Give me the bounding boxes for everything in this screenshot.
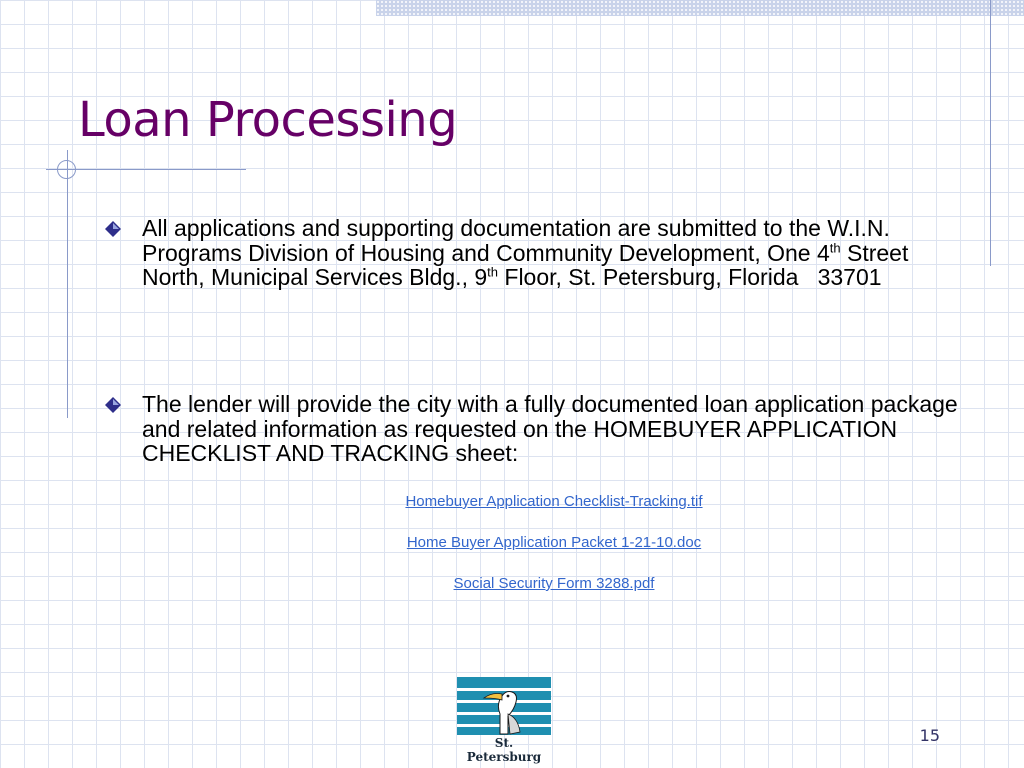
diamond-bullet-icon xyxy=(104,220,122,238)
bullet-item-submission xyxy=(104,216,964,290)
bullet-text-part: All applications and supporting documentation are submitted to the W.I.N. Programs Division of Housing and Community Development, One 4 xyxy=(142,215,890,266)
decorative-horizontal-line xyxy=(46,169,246,170)
top-decorative-band xyxy=(376,0,1024,16)
bullet-text: The lender will provide the city with a fully documented loan application package and related information as requested on the HOMEBUYER APPLICATION CHECKLIST AND TRACKING sheet: xyxy=(142,391,958,466)
slide-title: Loan Processing xyxy=(78,92,458,148)
decorative-circle xyxy=(57,160,76,179)
diamond-bullet-icon xyxy=(104,396,122,414)
ordinal-suffix: th xyxy=(487,264,498,280)
application-packet-link[interactable]: Home Buyer Application Packet 1-21-10.doc xyxy=(406,534,702,551)
decorative-vertical-line-left xyxy=(67,150,68,418)
ordinal-suffix: th xyxy=(829,239,841,255)
st-petersburg-logo xyxy=(456,676,552,764)
bullet-text xyxy=(142,216,964,290)
social-security-form-link[interactable]: Social Security Form 3288.pdf xyxy=(453,575,655,592)
logo-text: St. Petersburg xyxy=(466,736,542,764)
bullet-item-lender xyxy=(104,392,964,466)
bullet-text-part: Floor, St. Petersburg, Florida 33701 xyxy=(498,264,882,290)
page-number: 15 xyxy=(919,726,940,745)
bullet-text-part: Street North, Municipal Services Bldg., 9 xyxy=(142,239,909,290)
decorative-vertical-line-right xyxy=(990,0,991,266)
checklist-tracking-link[interactable]: Homebuyer Application Checklist-Tracking.tif xyxy=(405,493,703,510)
document-links xyxy=(340,492,768,615)
